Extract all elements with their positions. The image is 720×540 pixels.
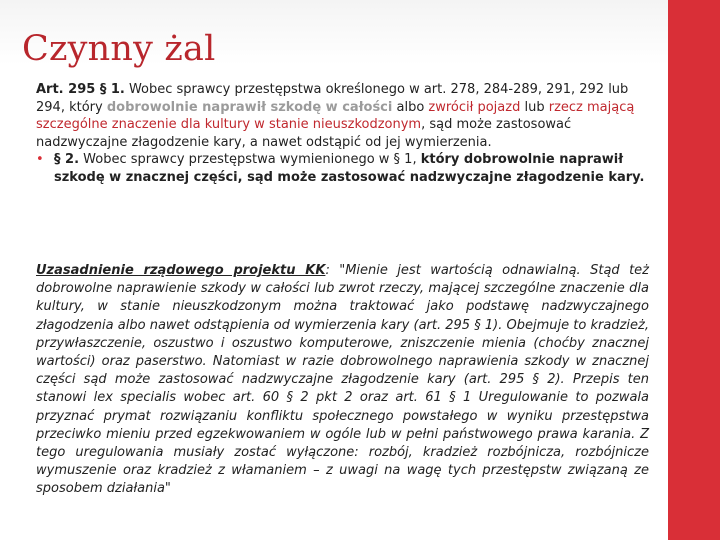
accent-bar xyxy=(668,0,720,540)
text-span: , sąd może zastosować nadzwyczajne złagodzenie kary, a nawet odstąpić od jej wymierzenia. xyxy=(36,117,572,150)
quote-text: : "Mienie jest wartością odnawialną. Stąd też dobrowolne naprawienie szkody w całości lub zwrot rzeczy, mającej szczególne znaczenie dla kultury, w stanie nieuszkodzonym można traktować jako podstawę nadzwyczajnego złagodzenia albo nawet odstąpienia od wymierzenia kary (art. 295 § 1). Obejmuje to kradzież, przywłaszczenie, oszustwo i oszustwo komputerowe, zniszczenie mienia (choćby znacznej wartości) oraz paserstwo. Natomiast w razie dobrowolnego naprawienia szkody w znacznej części sąd może zastosować nadzwyczajne złagodzenie kary (art. 295 § 2). Przepis ten stanowi lex specialis wobec art. 60 § 2 pkt 2 oraz art. 61 § 1 Uregulowanie to pozwala przyznać prymat rozwiązaniu konfliktu społecznego powstałego w wyniku przestępstwa przeciwko mieniu przed egzekwowaniem w ogóle lub w pełni państwowego prawa karania. Z tego uregulowania musiały zostać wyłączone: rozbój, kradzież rozbójnicza, rozbójnicze wymuszenie oraz kradzież z włamaniem – z uwagi na wagę tych przestępstw związaną ze sposobem działania" xyxy=(36,263,650,497)
article-295-par-1 xyxy=(36,81,654,151)
highlight-partial-repair: który dobrowolnie naprawił szkodę w znacznej części, xyxy=(54,152,624,185)
article-ref: § 2. xyxy=(54,152,80,168)
text-span-bold: sąd może zastosować nadzwyczajne złagodzenie kary. xyxy=(247,169,645,185)
government-justification-quote xyxy=(36,262,649,499)
law-text xyxy=(36,81,654,187)
text-span: lub xyxy=(520,99,549,115)
highlight-cultural-item: rzecz mającą szczególne znaczenie dla kultury w stanie nieuszkodzonym xyxy=(36,99,635,133)
text-span: albo xyxy=(392,99,429,115)
article-ref: Art. 295 § 1. xyxy=(36,82,125,97)
slide-title: Czynny żal xyxy=(22,29,216,69)
text-span: Wobec sprawcy przestępstwa wymienionego w § 1, xyxy=(79,152,421,168)
highlight-vehicle-return: zwrócił pojazd xyxy=(428,99,521,115)
text-span: Wobec sprawcy przestępstwa określonego w art. 278, 284-289, 291, 292 lub 294, który xyxy=(36,82,629,115)
quote-label: Uzasadnienie rządowego projektu KK xyxy=(36,263,326,278)
article-295-par-2 xyxy=(36,151,654,186)
bullet-icon: • xyxy=(36,152,44,168)
highlight-full-repair: dobrowolnie naprawił szkodę w całości xyxy=(106,99,393,115)
